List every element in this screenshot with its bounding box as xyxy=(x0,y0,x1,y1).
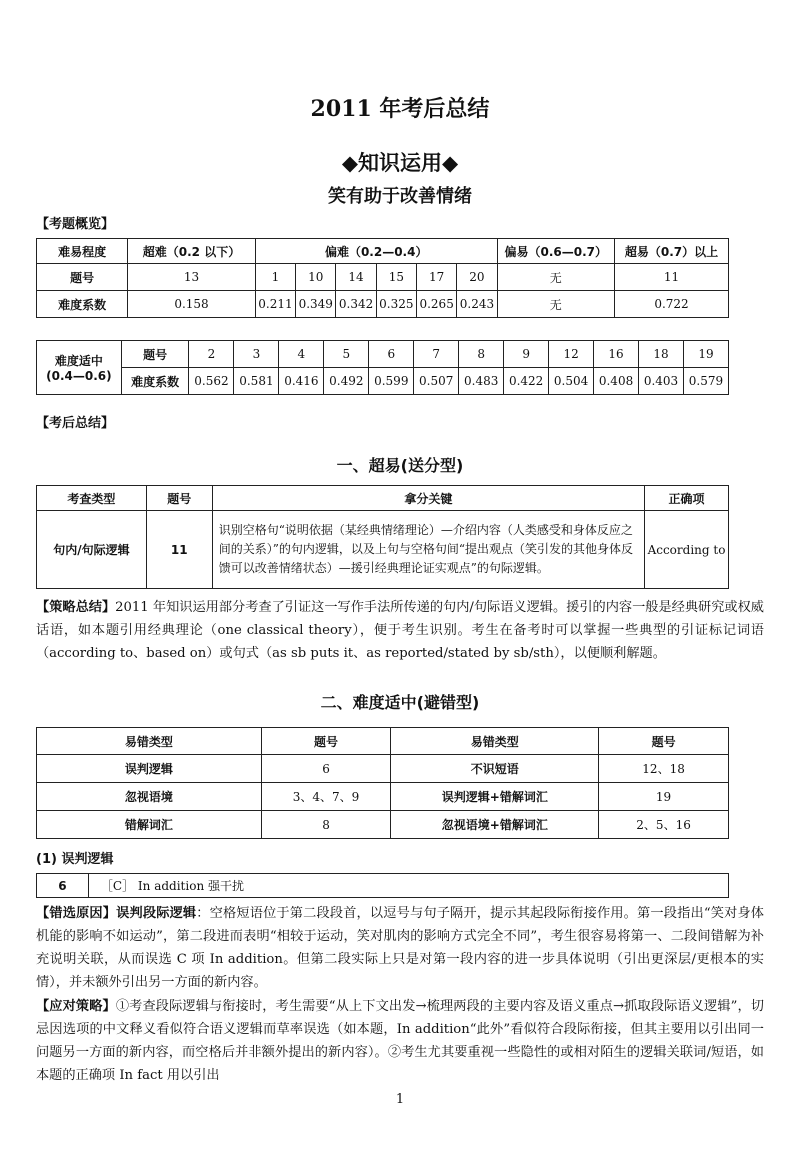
page-title: 2011 年考后总结 xyxy=(310,96,490,122)
hard-c: 0.211 xyxy=(255,291,295,318)
moderate-table xyxy=(36,340,729,395)
hard-c: 0.342 xyxy=(336,291,376,318)
part1-num: 11 xyxy=(146,511,212,589)
moderate-c: 0.579 xyxy=(683,368,728,395)
part2-cell: 忽视语境+错解词汇 xyxy=(391,811,599,839)
part2-cell: 8 xyxy=(261,811,391,839)
moderate-q: 4 xyxy=(279,341,324,368)
hard-q: 14 xyxy=(336,264,376,291)
moderate-q: 5 xyxy=(324,341,369,368)
moderate-c: 0.422 xyxy=(504,368,549,395)
overview-qnum-label: 题号 xyxy=(37,264,128,291)
item-number: 6 xyxy=(37,874,89,898)
response-text: ①考查段际逻辑与衔接时，考生需要“从上下文出发→梳理两段的主要内容及语义重点→抓取段际语义逻辑”，切忌因选项的中文释义看似符合语义逻辑而草率误选（如本题，In addition“此外”看似符合段际衔接，但其主要用以引出同一问题另一方面的新内容，而空格后并非额外提出的新内容）。②考生尤其要重视一些隐性的或相对陌生的逻辑关联词/短语，如本题的正确项 In fact 用以引出 xyxy=(36,999,764,1083)
moderate-q: 19 xyxy=(683,341,728,368)
part2-heading: 二、难度适中(避错型) xyxy=(320,693,480,712)
reason-paragraph xyxy=(36,902,764,994)
part1-type: 句内/句际逻辑 xyxy=(37,511,147,589)
moderate-q: 16 xyxy=(594,341,639,368)
part2-cell: 误判逻辑+错解词汇 xyxy=(391,783,599,811)
moderate-c: 0.599 xyxy=(369,368,414,395)
part2-cell: 忽视语境 xyxy=(37,783,262,811)
part2-cell: 3、4、7、9 xyxy=(261,783,391,811)
hard-q: 17 xyxy=(417,264,457,291)
part1-table xyxy=(36,485,729,589)
super-hard-c: 0.158 xyxy=(128,291,256,318)
moderate-label-1: 难度适中 xyxy=(54,354,103,368)
reason-label: 【错选原因】 xyxy=(36,906,117,921)
easy-c: 无 xyxy=(497,291,614,318)
overview-label: 【考题概览】 xyxy=(36,217,115,232)
part2-cell: 12、18 xyxy=(599,755,729,783)
response-label: 【应对策略】 xyxy=(36,999,116,1014)
moderate-c: 0.504 xyxy=(549,368,594,395)
moderate-q: 6 xyxy=(369,341,414,368)
moderate-q: 2 xyxy=(189,341,234,368)
overview-header-super-hard: 超难（0.2 以下） xyxy=(128,239,256,264)
part2-subheading: (1) 误判逻辑 xyxy=(36,852,114,867)
part2-cell: 错解词汇 xyxy=(37,811,262,839)
hard-q: 20 xyxy=(457,264,497,291)
moderate-c: 0.408 xyxy=(594,368,639,395)
moderate-q: 8 xyxy=(459,341,504,368)
hard-q: 1 xyxy=(255,264,295,291)
part2-cell: 19 xyxy=(599,783,729,811)
part2-cell: 2、5、16 xyxy=(599,811,729,839)
hard-q: 15 xyxy=(376,264,416,291)
moderate-c: 0.581 xyxy=(234,368,279,395)
part2-header-type: 易错类型 xyxy=(391,728,599,755)
moderate-q: 18 xyxy=(639,341,684,368)
response-paragraph xyxy=(36,995,764,1087)
part2-header-num: 题号 xyxy=(261,728,391,755)
part1-header-type: 考查类型 xyxy=(37,486,147,511)
part2-header-num: 题号 xyxy=(599,728,729,755)
part1-header-key: 拿分关键 xyxy=(212,486,644,511)
part2-header-type: 易错类型 xyxy=(37,728,262,755)
moderate-q: 9 xyxy=(504,341,549,368)
moderate-c: 0.403 xyxy=(639,368,684,395)
moderate-label-2: (0.4—0.6) xyxy=(46,369,112,383)
strategy-label: 【策略总结】 xyxy=(36,600,116,615)
super-easy-q: 11 xyxy=(614,264,728,291)
moderate-c: 0.416 xyxy=(279,368,324,395)
overview-header-super-easy: 超易（0.7）以上 xyxy=(614,239,728,264)
part2-cell: 误判逻辑 xyxy=(37,755,262,783)
summary-label: 【考后总结】 xyxy=(36,416,115,431)
hard-c: 0.349 xyxy=(296,291,336,318)
overview-table xyxy=(36,238,729,318)
hard-c: 0.243 xyxy=(457,291,497,318)
part2-cell: 6 xyxy=(261,755,391,783)
moderate-coef-label: 难度系数 xyxy=(121,368,189,395)
hard-c: 0.325 xyxy=(376,291,416,318)
moderate-q: 12 xyxy=(549,341,594,368)
super-easy-c: 0.722 xyxy=(614,291,728,318)
overview-header-easy: 偏易（0.6—0.7） xyxy=(497,239,614,264)
easy-q: 无 xyxy=(497,264,614,291)
moderate-qnum-label: 题号 xyxy=(121,341,189,368)
overview-coef-label: 难度系数 xyxy=(37,291,128,318)
moderate-c: 0.492 xyxy=(324,368,369,395)
part1-header-answer: 正确项 xyxy=(645,486,729,511)
item-text: ［C］ In addition 强干扰 xyxy=(88,874,728,898)
hard-q: 10 xyxy=(296,264,336,291)
overview-header-level: 难易程度 xyxy=(37,239,128,264)
page-number: 1 xyxy=(395,1092,405,1107)
part2-cell: 不识短语 xyxy=(391,755,599,783)
moderate-c: 0.483 xyxy=(459,368,504,395)
passage-title: 笑有助于改善情绪 xyxy=(328,186,472,207)
moderate-label xyxy=(37,341,122,395)
reason-bold: 误判段际逻辑 xyxy=(116,906,197,921)
moderate-c: 0.562 xyxy=(189,368,234,395)
section-heading: ◆知识运用◆ xyxy=(341,151,459,175)
item-box xyxy=(36,873,729,898)
part2-table xyxy=(36,727,729,839)
hard-c: 0.265 xyxy=(417,291,457,318)
moderate-c: 0.507 xyxy=(414,368,459,395)
strategy-text: 2011 年知识运用部分考查了引证这一写作手法所传递的句内/句际语义逻辑。援引的内容一般是经典研究或权威话语，如本题引用经典理论（one classical theory），便于考生识别。考生在备考时可以掌握一些典型的引证标记词语（according to、based on）或句式（as sb puts it、as reported/stated by sb/sth），以便顺利解题。 xyxy=(36,600,764,661)
moderate-q: 3 xyxy=(234,341,279,368)
reason-text: ：空格短语位于第二段段首，以逗号与句子隔开，提示其起段际衔接作用。第一段指出“笑对身体机能的影响不如运动”，第二段进而表明“相较于运动，笑对肌肉的影响方式完全不同”，考生很容易将第一、二段间错解为补充说明关联，从而误选 C 项 In addition。但第二段实际上只是对第一段内容的进一步具体说明（引出更深层/更根本的实情），并未额外引出另一方面的新内容。 xyxy=(36,906,764,990)
super-hard-q: 13 xyxy=(128,264,256,291)
overview-header-hard: 偏难（0.2—0.4） xyxy=(255,239,497,264)
part1-heading: 一、超易(送分型) xyxy=(336,456,464,475)
moderate-q: 7 xyxy=(414,341,459,368)
part1-key: 识别空格句“说明依据（某经典情绪理论）—介绍内容（人类感受和身体反应之间的关系）”的句内逻辑，以及上句与空格句间“提出观点（笑引发的其他身体反馈可以改善情绪状态）—援引经典理论证实观点”的句际逻辑。 xyxy=(212,511,644,589)
part1-header-num: 题号 xyxy=(146,486,212,511)
strategy-paragraph xyxy=(36,596,764,665)
part1-answer: According to xyxy=(645,511,729,589)
